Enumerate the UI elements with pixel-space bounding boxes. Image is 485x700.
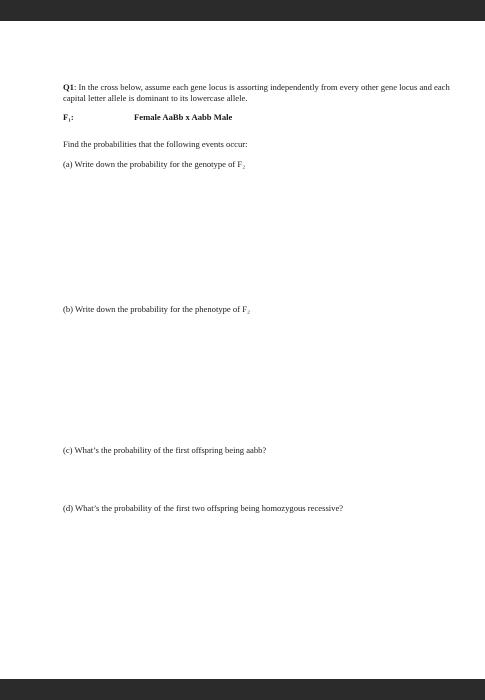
generation-label: F₁: — [63, 112, 74, 122]
question-number: Q1 — [63, 82, 74, 92]
question-intro-text: : In the cross below, assume each gene locus is assorting independently from every other gene locus and each capital letter allele is dominant to its lowercase allele. — [63, 82, 450, 103]
part-b: (b) Write down the probability for the phenotype of F₂ — [63, 304, 250, 314]
bottom-dark-band — [0, 679, 485, 700]
top-dark-band — [0, 0, 485, 21]
instruction-text: Find the probabilities that the following events occur: — [63, 139, 248, 149]
part-c: (c) What’s the probability of the first offspring being aabb? — [63, 445, 267, 455]
cross-statement: Female AaBb x Aabb Male — [134, 112, 233, 122]
document-page — [0, 21, 485, 679]
question-intro — [63, 82, 458, 104]
part-a: (a) Write down the probability for the genotype of F₂ — [63, 159, 246, 169]
part-d: (d) What’s the probability of the first two offspring being homozygous recessive? — [63, 503, 344, 513]
